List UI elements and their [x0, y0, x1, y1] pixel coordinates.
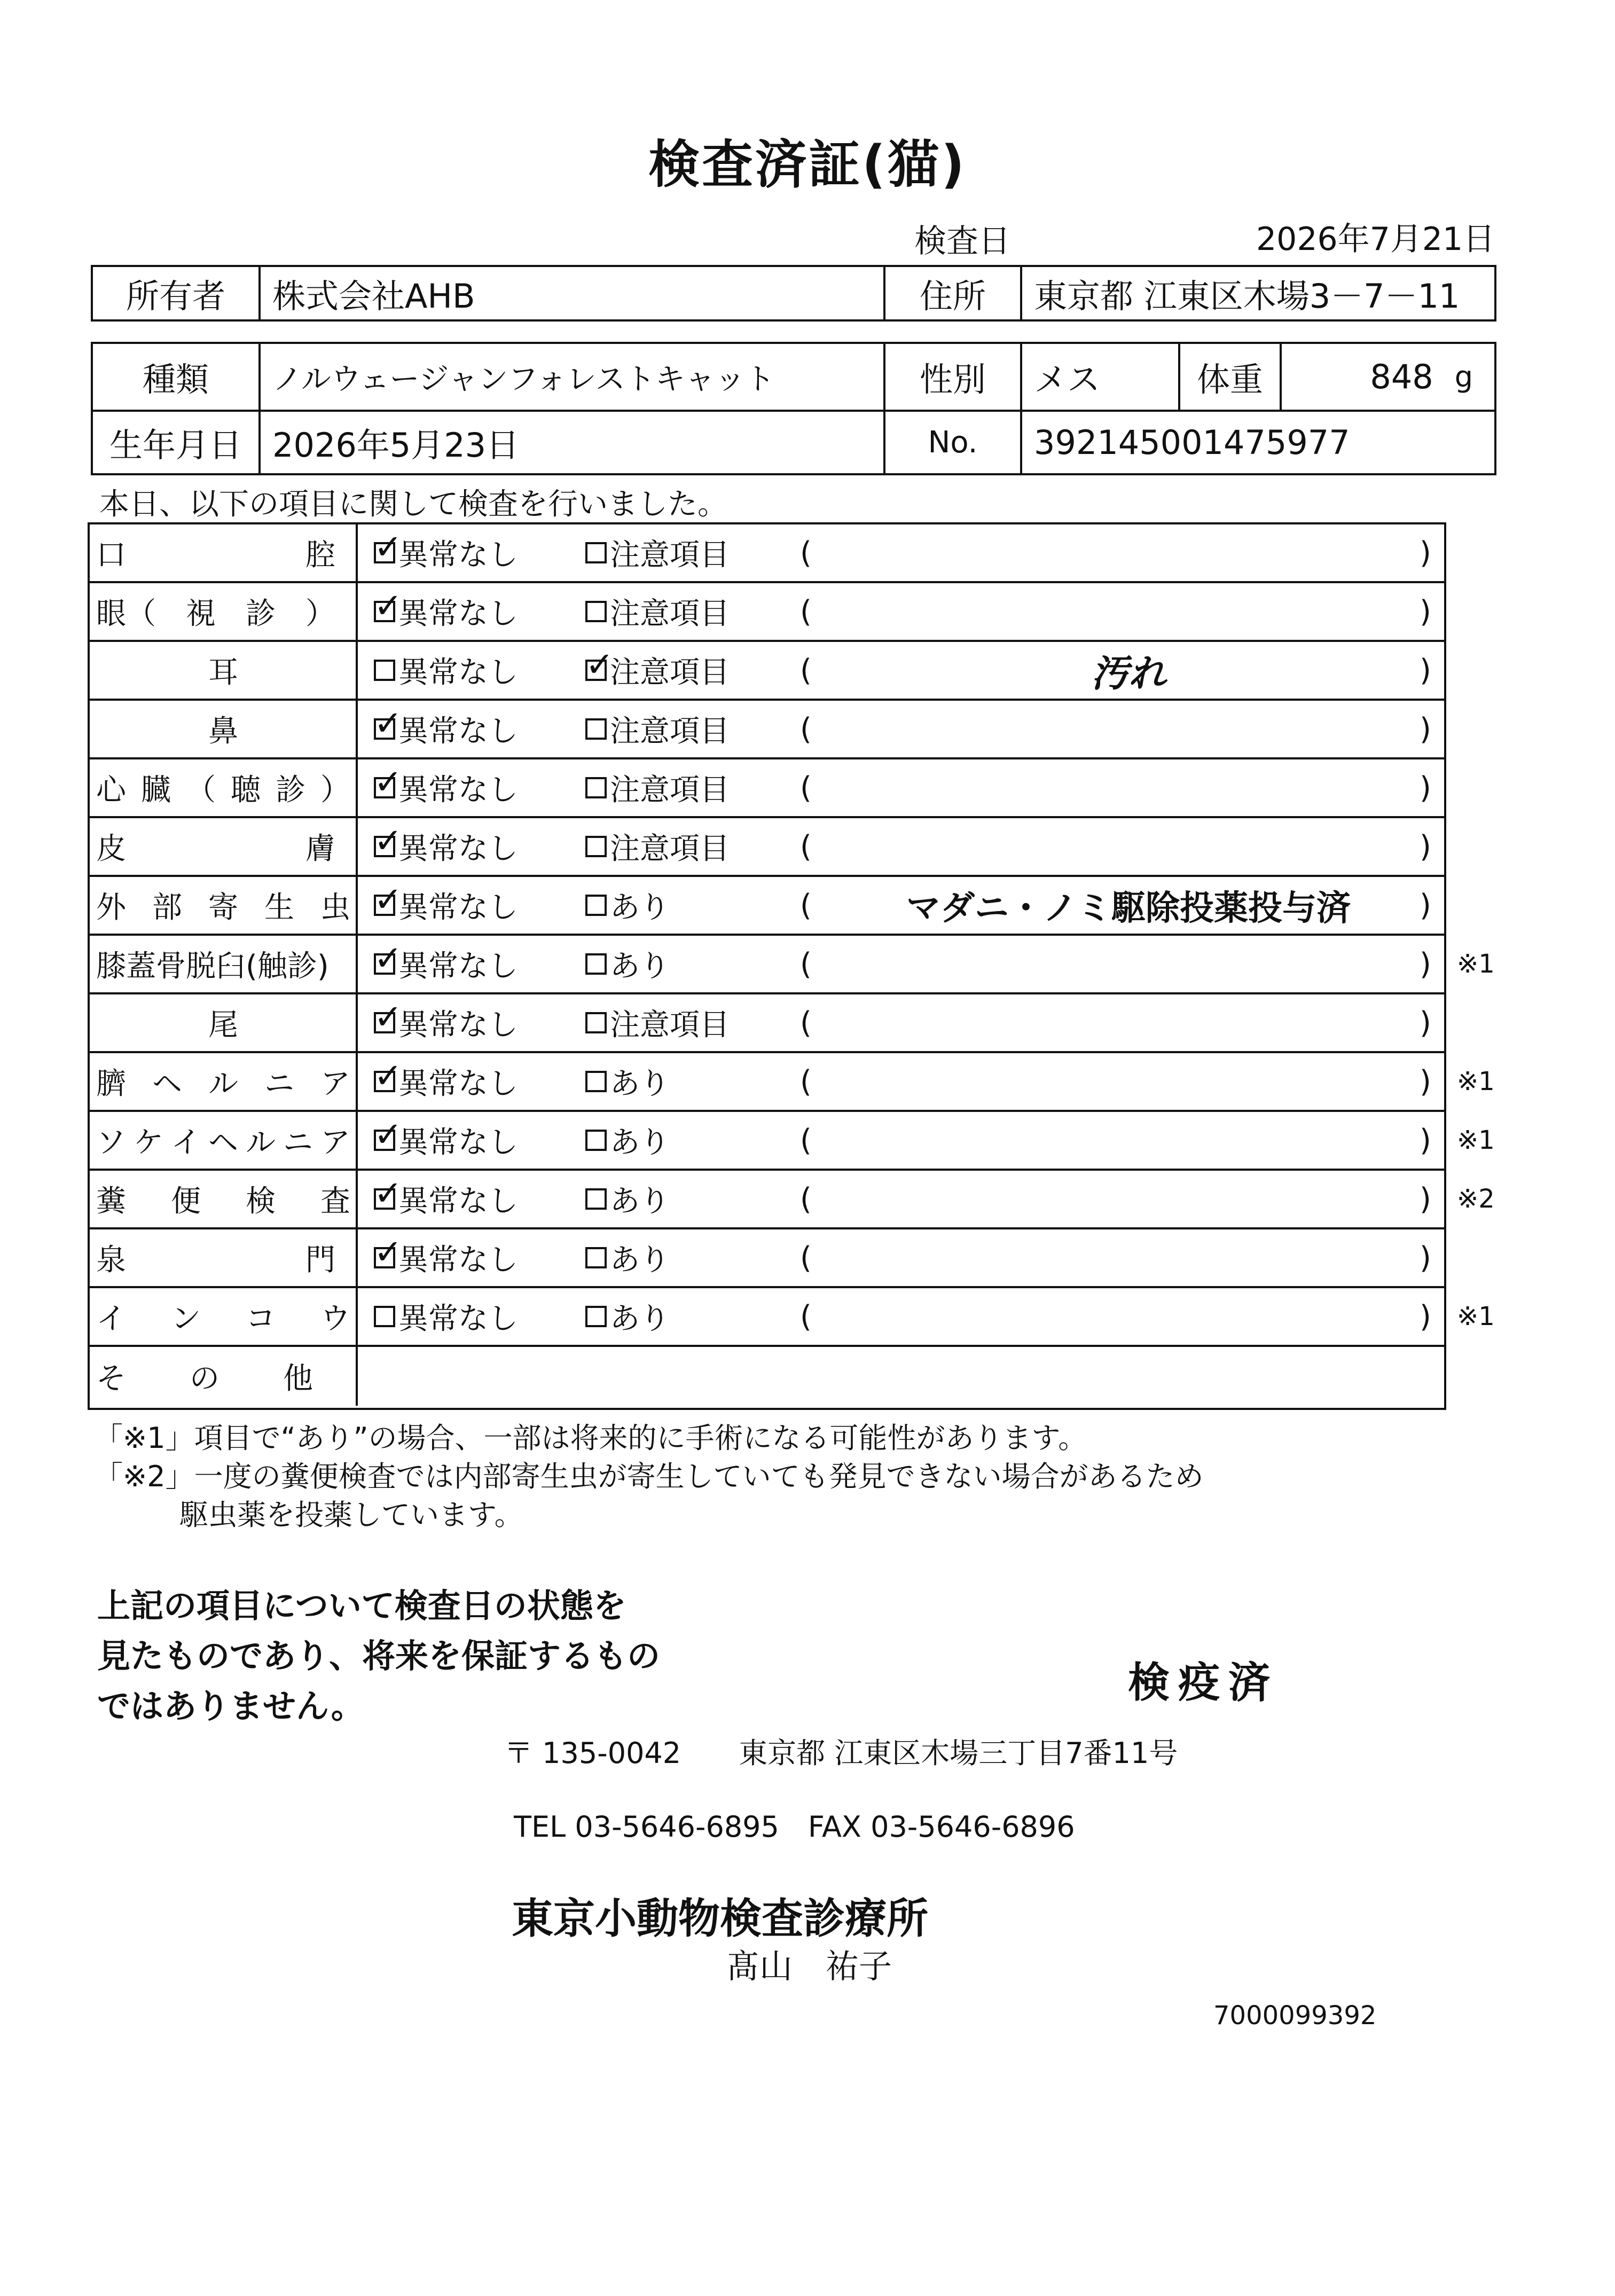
check-mark-icon: ✓ [374, 1115, 403, 1155]
remark-paren-open: ( [800, 946, 812, 982]
footnote-mark: ※1 [1457, 949, 1495, 979]
checklist-row [90, 759, 1444, 818]
checklist-item-name-char: ア [320, 1067, 350, 1101]
option-attention[interactable] [585, 994, 730, 1051]
option-attention[interactable] [585, 1112, 670, 1169]
option-attention-label: あり [610, 1067, 670, 1101]
checklist-item-name-char: ヘ [152, 1067, 182, 1101]
option-normal-label: 異常なし [398, 538, 518, 573]
checkbox-icon[interactable] [585, 1306, 607, 1327]
intro-text: 本日、以下の項目に関して検査を行いました。 [99, 487, 727, 522]
option-normal-label: 異常なし [398, 714, 518, 749]
address-value: 東京都 江東区木場3－7－11 [1020, 267, 1494, 319]
remark-text [848, 524, 1409, 581]
owner-table [91, 265, 1496, 322]
checklist-item-name-char: そ [96, 1361, 126, 1396]
checklist-item-name-char: 部 [152, 890, 182, 925]
checklist-item-name-char: 臍 [96, 1067, 126, 1101]
remark-paren-open: ( [800, 711, 812, 747]
checkbox-icon[interactable] [374, 660, 395, 681]
option-attention[interactable] [585, 1229, 670, 1286]
checklist-item-name-char: の [190, 1361, 219, 1396]
option-normal[interactable] [374, 936, 518, 992]
check-mark-icon: ✓ [374, 821, 403, 861]
checklist-item-name: 口 腔 [90, 524, 358, 581]
checkbox-icon[interactable] [374, 763, 403, 802]
checklist-item-name-char: ） [320, 773, 350, 808]
remark-paren-open: ( [800, 1299, 812, 1334]
checklist-item-name-char: 外 [96, 890, 126, 925]
option-attention-label: あり [610, 1243, 670, 1278]
disclaimer-line-1: 上記の項目について検査日の状態を [97, 1586, 626, 1625]
checklist-row [90, 642, 1444, 701]
remark-text [848, 936, 1409, 992]
checkbox-icon[interactable] [585, 718, 607, 740]
option-attention-label: あり [610, 949, 670, 984]
option-normal[interactable] [374, 1288, 518, 1345]
checklist-item-name-char: 心 [96, 773, 126, 808]
check-mark-icon: ✓ [374, 880, 403, 920]
option-normal-label: 異常なし [398, 1243, 518, 1278]
disclaimer-line-2: 見たものであり、将来を保証するもの [97, 1636, 661, 1675]
checklist-row [90, 1288, 1495, 1347]
check-mark-icon: ✓ [374, 704, 403, 743]
remark-paren-close: ) [1420, 946, 1431, 982]
checklist-row [90, 583, 1444, 642]
clinic-name: 東京小動物検査診療所 [512, 1895, 929, 1943]
option-attention[interactable] [585, 1053, 670, 1110]
check-mark-icon: ✓ [374, 1233, 403, 1272]
option-normal[interactable] [374, 642, 518, 699]
checklist-row [90, 1347, 1444, 1406]
breed-label: 種類 [142, 360, 209, 399]
option-normal-label: 異常なし [398, 949, 518, 984]
checklist-item-name: 膝蓋骨脱臼(触診) [90, 936, 358, 992]
checklist-item-name-char: （ [186, 773, 216, 808]
checklist-item-name-char: イ [171, 1125, 201, 1160]
exam-date-value: 2026年7月21日 [1256, 221, 1495, 258]
checkbox-icon[interactable] [585, 1247, 607, 1268]
checkbox-icon[interactable] [374, 1306, 395, 1327]
check-mark-icon: ✓ [374, 1174, 403, 1213]
check-mark-icon: ✓ [374, 528, 403, 567]
remark-paren-open: ( [800, 888, 812, 923]
remark-text [848, 1229, 1409, 1286]
owner-label: 所有者 [126, 276, 225, 316]
checklist-item-name-char: コ [246, 1302, 276, 1336]
inspector-name: 髙山 祐子 [726, 1947, 892, 1986]
footnote-2: 「※2」一度の糞便検査では内部寄生虫が寄生していても発見できない場合があるため [94, 1460, 1204, 1493]
checklist-item-name-char: 診 [276, 773, 305, 808]
checkbox-icon[interactable] [585, 953, 607, 975]
check-mark-icon: ✓ [374, 763, 403, 802]
check-mark-icon: ✓ [374, 998, 403, 1037]
option-attention[interactable] [585, 877, 670, 934]
checklist-item-name: 鼻 [90, 701, 358, 757]
option-attention-label: あり [610, 1302, 670, 1336]
microchip-value: 392145001475977 [1020, 412, 1494, 473]
option-normal-label: 異常なし [398, 890, 518, 925]
checklist-item-name-char: ル [208, 1067, 238, 1101]
checklist-item-name: 泉 門 [90, 1229, 358, 1286]
option-attention[interactable] [585, 642, 730, 699]
option-attention[interactable] [585, 524, 730, 581]
remark-text [848, 1171, 1409, 1227]
option-normal[interactable] [374, 1171, 518, 1227]
sex-label: 性別 [883, 344, 1020, 410]
checkbox-icon[interactable] [374, 939, 403, 978]
option-normal-label: 異常なし [398, 1184, 518, 1219]
checkbox-icon[interactable] [374, 528, 403, 567]
checklist-item-name-char: ア [320, 1125, 350, 1160]
footnote-mark: ※1 [1457, 1125, 1495, 1155]
disclaimer [97, 1581, 660, 1731]
option-attention-label: あり [610, 1125, 670, 1160]
address-label: 住所 [883, 267, 1020, 319]
option-attention[interactable] [585, 701, 730, 757]
check-mark-icon: ✓ [374, 1056, 403, 1096]
checklist-row [90, 936, 1495, 994]
option-normal[interactable] [374, 994, 518, 1051]
exam-date-label: 検査日 [914, 223, 1010, 260]
checklist-row [90, 701, 1444, 759]
remark-text [848, 1053, 1409, 1110]
checkbox-icon[interactable] [374, 1056, 403, 1096]
checkbox-icon[interactable] [585, 601, 607, 622]
remark-paren-close: ) [1420, 535, 1431, 570]
check-mark-icon: ✓ [374, 939, 403, 978]
checklist-row [90, 877, 1444, 936]
option-normal-label: 異常なし [398, 597, 518, 631]
remark-paren-open: ( [800, 770, 812, 805]
option-normal[interactable] [374, 877, 518, 934]
checkbox-icon[interactable] [374, 880, 403, 920]
footnote-2-cont: 駆虫薬を投薬しています。 [179, 1498, 523, 1532]
checkbox-icon[interactable] [374, 1233, 403, 1272]
birth-label: 生年月日 [109, 426, 242, 465]
option-attention-label: 注意項目 [610, 538, 730, 573]
checklist-item-name [90, 877, 358, 934]
checkbox-icon[interactable] [585, 645, 614, 685]
footnote-mark: ※2 [1457, 1184, 1495, 1214]
checklist-row [90, 818, 1444, 877]
option-attention-label: あり [610, 890, 670, 925]
remark-text: マダニ・ノミ駆除投薬投与済 [906, 889, 1351, 928]
footnote-1: 「※1」項目で“あり”の場合、一部は将来的に手術になる可能性があります。 [94, 1421, 1087, 1455]
animal-table [91, 342, 1496, 475]
checklist-item-name-char: 虫 [320, 890, 350, 925]
checklist-item-name-char: ウ [320, 1302, 350, 1336]
weight-label: 体重 [1178, 344, 1280, 410]
footnote-mark: ※1 [1457, 1067, 1495, 1096]
option-normal[interactable] [374, 583, 518, 640]
option-normal-label: 異常なし [398, 1125, 518, 1160]
checkbox-icon[interactable] [585, 1130, 607, 1151]
checklist-row [90, 1112, 1495, 1171]
checklist-item-name: 眼（ 視 診 ） [90, 583, 358, 640]
checklist-item-name [90, 1112, 358, 1169]
remark-paren-close: ) [1420, 888, 1431, 923]
checklist-row [90, 994, 1444, 1053]
option-normal-label: 異常なし [398, 1008, 518, 1043]
check-mark-icon: ✓ [585, 645, 614, 685]
remark-paren-close: ) [1420, 1123, 1431, 1158]
checklist-item-name-char: 臓 [141, 773, 171, 808]
checklist-table [88, 522, 1495, 1410]
checkbox-icon[interactable] [585, 1012, 607, 1033]
option-normal-label: 異常なし [398, 773, 518, 808]
checklist-item-name-char: 他 [283, 1361, 313, 1396]
footnote-mark: ※1 [1457, 1302, 1495, 1331]
remark-paren-close: ) [1420, 653, 1431, 688]
weight-unit: g [1454, 360, 1473, 394]
checklist-item-name [90, 1171, 358, 1227]
owner-value: 株式会社AHB [258, 267, 883, 319]
birth-value: 2026年5月23日 [258, 412, 883, 473]
checklist-item-name [90, 1288, 358, 1345]
remark-text [848, 701, 1409, 757]
checkbox-icon[interactable] [585, 836, 607, 857]
option-attention[interactable] [585, 1288, 670, 1345]
checklist-item-name-char: 糞 [96, 1184, 126, 1219]
option-attention-label: 注意項目 [610, 1008, 730, 1043]
checklist-item-name: 皮 膚 [90, 818, 358, 875]
checklist-item-name-char: 聴 [231, 773, 261, 808]
checklist-item-name [90, 1053, 358, 1110]
checklist-item-name-char: ニ [264, 1067, 294, 1101]
remark-text [848, 583, 1409, 640]
remark-text [848, 994, 1409, 1051]
checklist-item-name-char: ニ [283, 1125, 313, 1160]
checklist-item-name-char: 検 [246, 1184, 276, 1219]
option-attention-label: 注意項目 [610, 832, 730, 866]
remark-paren-close: ) [1420, 594, 1431, 629]
option-normal[interactable] [374, 759, 518, 816]
option-normal-label: 異常なし [398, 832, 518, 866]
checkbox-icon[interactable] [374, 1115, 403, 1155]
option-normal[interactable] [374, 701, 518, 757]
checklist-item-name-char: 査 [320, 1184, 350, 1219]
option-normal[interactable] [374, 1053, 518, 1110]
remark-paren-close: ) [1420, 1240, 1431, 1275]
checkbox-icon[interactable] [374, 998, 403, 1037]
checklist-item-name [90, 1347, 358, 1406]
option-attention-label: 注意項目 [610, 773, 730, 808]
microchip-label: No. [883, 412, 1020, 473]
option-attention[interactable] [585, 583, 730, 640]
animal-row-2 [93, 412, 1494, 473]
option-attention-label: 注意項目 [610, 597, 730, 631]
option-attention[interactable] [585, 936, 670, 992]
checklist-item-name-char: 便 [171, 1184, 201, 1219]
checkbox-icon[interactable] [374, 821, 403, 861]
checklist-item-name: 尾 [90, 994, 358, 1051]
option-normal[interactable] [374, 818, 518, 875]
remark-paren-close: ) [1420, 711, 1431, 747]
option-attention-label: 注意項目 [610, 655, 730, 690]
checklist-item-name-char: 寄 [208, 890, 238, 925]
option-normal-label: 異常なし [398, 655, 518, 690]
remark-paren-open: ( [800, 653, 812, 688]
checkbox-icon[interactable] [374, 704, 403, 743]
checklist-item-name-char: ヘ [208, 1125, 238, 1160]
remark-paren-open: ( [800, 1064, 812, 1099]
remark-paren-open: ( [800, 535, 812, 570]
option-normal[interactable] [374, 1229, 518, 1286]
remark-paren-open: ( [800, 1123, 812, 1158]
checklist-item-name-char: 生 [264, 890, 294, 925]
checkbox-icon[interactable] [585, 1071, 607, 1092]
remark-paren-close: ) [1420, 1064, 1431, 1099]
option-attention[interactable] [585, 818, 730, 875]
check-mark-icon: ✓ [374, 586, 403, 626]
remark-paren-close: ) [1420, 1005, 1431, 1040]
remark-paren-close: ) [1420, 1299, 1431, 1334]
checklist-item-name [90, 759, 358, 816]
remark-text [848, 1288, 1409, 1345]
checklist-item-name: 耳 [90, 642, 358, 699]
option-attention[interactable] [585, 1171, 670, 1227]
option-normal[interactable] [374, 1112, 518, 1169]
checklist-item-name-char: ン [171, 1302, 201, 1336]
option-normal[interactable] [374, 524, 518, 581]
remark-text: 汚れ [1091, 651, 1166, 695]
remark-paren-open: ( [800, 1005, 812, 1040]
checklist-row [90, 1053, 1495, 1112]
checklist-row [90, 524, 1444, 583]
option-attention-label: 注意項目 [610, 714, 730, 749]
checkbox-icon[interactable] [374, 586, 403, 626]
remark-paren-close: ) [1420, 829, 1431, 864]
postal-address: 〒 135-0042 東京都 江東区木場三丁目7番11号 [504, 1736, 1178, 1770]
checklist-item-name-char: イ [96, 1302, 126, 1336]
remark-text [848, 759, 1409, 816]
page-title: 検査済証(猫) [648, 135, 967, 194]
quarantine-stamp: 検疫済 [1128, 1659, 1279, 1707]
phone-fax: TEL 03-5646-6895 FAX 03-5646-6896 [514, 1810, 1075, 1844]
remark-text [848, 818, 1409, 875]
breed-value: ノルウェージャンフォレストキャット [258, 344, 883, 410]
checkbox-icon[interactable] [585, 1188, 607, 1210]
remark-paren-close: ) [1420, 1181, 1431, 1217]
checkbox-icon[interactable] [374, 1174, 403, 1213]
option-normal-label: 異常なし [398, 1302, 518, 1336]
weight-value: 848 [1370, 357, 1433, 396]
checklist-item-name-char: ケ [134, 1125, 163, 1160]
animal-row-1 [93, 344, 1494, 410]
remark-paren-open: ( [800, 829, 812, 864]
checklist-item-name-char: ル [246, 1125, 276, 1160]
document-id: 7000099392 [1213, 2001, 1377, 2031]
disclaimer-line-3: ではありません。 [97, 1687, 364, 1726]
option-attention-label: あり [610, 1184, 670, 1219]
checkbox-icon[interactable] [585, 542, 607, 563]
checkbox-icon[interactable] [585, 777, 607, 798]
remark-paren-open: ( [800, 1240, 812, 1275]
option-attention[interactable] [585, 759, 730, 816]
remark-paren-close: ) [1420, 770, 1431, 805]
checklist-row [90, 1229, 1444, 1288]
option-normal-label: 異常なし [398, 1067, 518, 1101]
checklist-row [90, 1171, 1495, 1229]
remark-text [848, 1112, 1409, 1169]
sex-value: メス [1020, 344, 1178, 410]
weight-cell [1280, 344, 1494, 410]
remark-paren-open: ( [800, 594, 812, 629]
checkbox-icon[interactable] [585, 895, 607, 916]
checklist-item-name-char: ソ [96, 1125, 126, 1160]
remark-paren-open: ( [800, 1181, 812, 1217]
